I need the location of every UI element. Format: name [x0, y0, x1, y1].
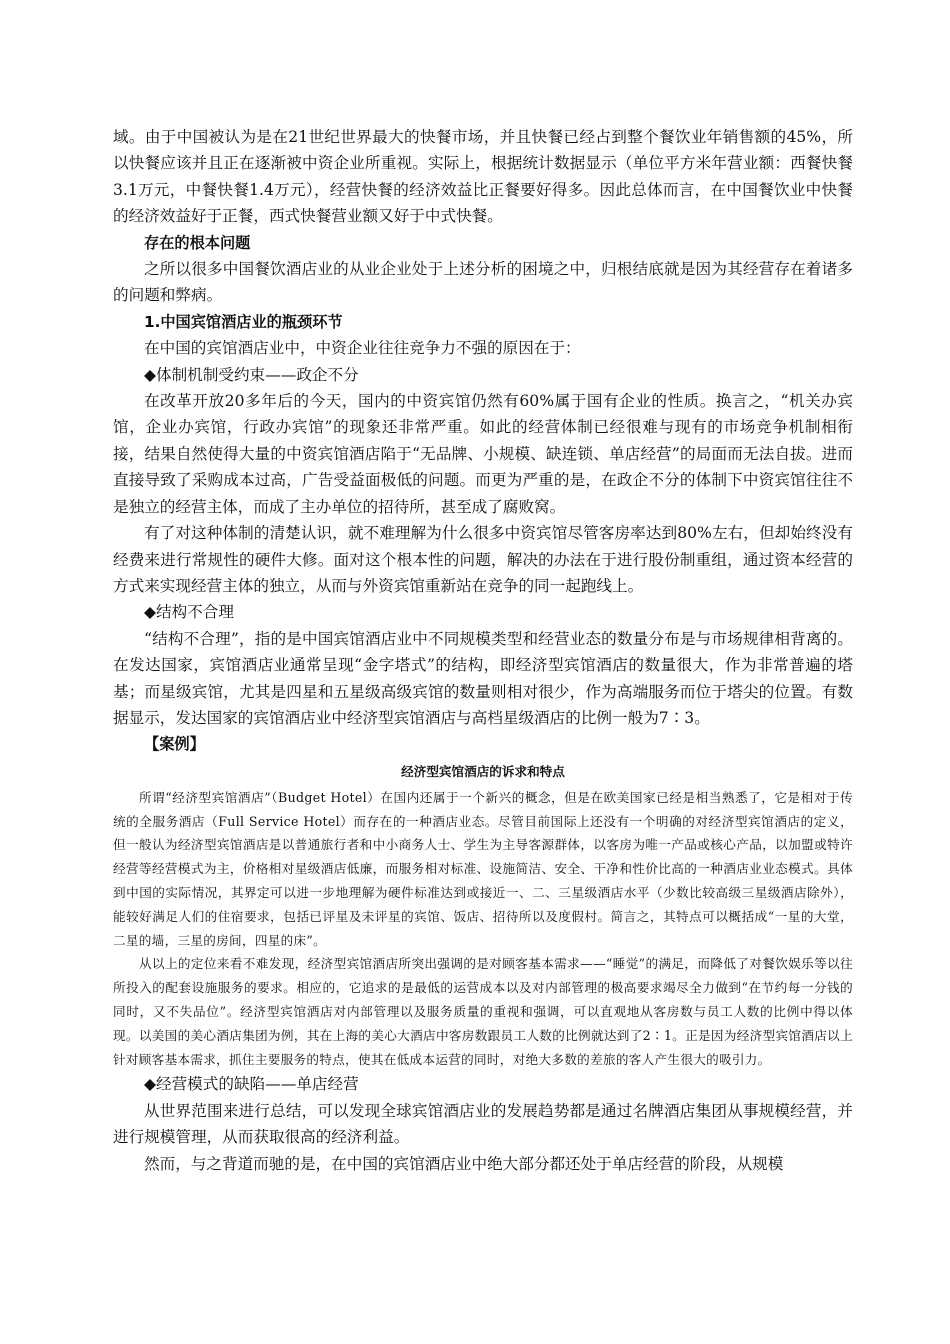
paragraph-single-store: 然而，与之背道而驰的是，在中国的宾馆酒店业中绝大部分都还处于单店经营的阶段，从规模: [144, 1154, 784, 1173]
paragraph-state-owned: 在改革开放20多年后的今天，国内的中资宾馆仍然有60%属于国有企业的性质。换言之，“机关办宾馆，企业办宾馆，行政办宾馆”的现象还非常严重。如此的经营体制已经很难与现有的市场竞争机制相衔接，结果自然使得大量的中资宾馆酒店陷于“无品牌、小规模、缺连锁、单店经营”的局面而无法自拔。进而直接导致了采购成本过高，广告受益面极低的问题。而更为严重的是，在政企不分的体制下中资宾馆往往不是独立的经营主体，而成了主办单位的招待所，甚至成了腐败窝。: [113, 392, 853, 516]
bullet-structure: ◆结构不合理: [144, 603, 234, 622]
case-label: 【案例】: [144, 735, 205, 754]
paragraph-reasons-intro: 在中国的宾馆酒店业中，中资企业往往竞争力不强的原因在于：: [144, 339, 581, 358]
paragraph-restructuring: 有了对这种体制的清楚认识，就不难理解为什么很多中资宾馆尽管客房率达到80%左右，但却始终没有经费来进行常规性的硬件大修。面对这个根本性的问题，解决的办法在于进行股份制重组，通过资本经营的方式来实现经营主体的独立，从而与外资宾馆重新站在竞争的同一起跑线上。: [113, 524, 853, 595]
paragraph-problems-intro: 之所以很多中国餐饮酒店业的从业企业处于上述分析的困境之中，归根结底就是因为其经营存在着诸多的问题和弊病。: [113, 260, 853, 305]
paragraph-pyramid-structure: “结构不合理”，指的是中国宾馆酒店业中不同规模类型和经营业态的数量分布是与市场规律相背离的。在发达国家，宾馆酒店业通常呈现“金字塔式”的结构，即经济型宾馆酒店的数量很大，作为非常普遍的塔基；而星级宾馆，尤其是四星和五星级高级宾馆的数量则相对很少，作为高端服务而位于塔尖的位置。有数据显示，发达国家的宾馆酒店业中经济型宾馆酒店与高档星级酒店的比例一般为7∶3。: [113, 629, 853, 727]
document-page: [113, 124, 853, 1177]
paragraph-global-trend: 从世界范围来进行总结，可以发现全球宾馆酒店业的发展趋势都是通过名牌酒店集团从事规模经营，并进行规模管理，从而获取很高的经济利益。: [113, 1101, 853, 1147]
heading-bottleneck: 1.中国宾馆酒店业的瓶颈环节: [144, 312, 343, 331]
case-title: 经济型宾馆酒店的诉求和特点: [401, 763, 565, 779]
paragraph-fast-food: 域。由于中国被认为是在21世纪世界最大的快餐市场，并且快餐已经占到整个餐饮业年销售额的45%，所以快餐应该并且正在逐渐被中资企业所重视。实际上，根据统计数据显示（单位平方米年营业额：西餐快餐3.1万元，中餐快餐1.4万元），经营快餐的经济效益比正餐要好得多。因此总体而言，在中国餐饮业中快餐的经济效益好于正餐，西式快餐营业额又好于中式快餐。: [113, 128, 853, 226]
heading-root-problems: 存在的根本问题: [144, 233, 251, 252]
bullet-system-constraint: ◆体制机制受约束——政企不分: [144, 365, 359, 384]
case-paragraph-definition: 所谓“经济型宾馆酒店”（Budget Hotel）在国内还属于一个新兴的概念，但是在欧美国家已经是相当熟悉了，它是相对于传统的全服务酒店（Full Service Hotel）而存在的一种酒店业态。尽管目前国际上还没有一个明确的对经济型宾馆酒店的定义，但一般认为经济型宾馆酒店是以普通旅行者和中小商务人士、学生为主导客源群体，以客房为唯一产品或核心产品，以加盟或特许经营等经营模式为主，价格相对星级酒店低廉，而服务相对标准、设施简洁、安全、干净和性价比高的一种酒店业业态模式。具体到中国的实际情况，其界定可以进一步地理解为硬件标准达到或接近一、二、三星级酒店水平（少数比较高级三星级酒店除外），能较好满足人们的住宿要求，包括已评星及未评星的宾馆、饭店、招待所以及度假村。简言之，其特点可以概括成“一星的大堂，二星的墙，三星的房间，四星的床”。: [113, 789, 853, 948]
case-paragraph-positioning: 从以上的定位来看不难发现，经济型宾馆酒店所突出强调的是对顾客基本需求——“睡觉”的满足，而降低了对餐饮娱乐等以往所投入的配套设施服务的要求。相应的，它追求的是最低的运营成本以及对内部管理的极高要求竭尽全力做到“在节约每一分钱的同时，又不失品位”。经济型宾馆酒店对内部管理以及服务质量的重视和强调，可以直观地从客房数与员工人数的比例中得以体现。以美国的美心酒店集团为例，其在上海的美心大酒店中客房数跟员工人数的比例就达到了2∶1。正是因为经济型宾馆酒店以上针对顾客基本需求，抓住主要服务的特点，使其在低成本运营的同时，对绝大多数的差旅的客人产生很大的吸引力。: [113, 956, 853, 1067]
bullet-business-model: ◆经营模式的缺陷——单店经营: [144, 1075, 359, 1094]
